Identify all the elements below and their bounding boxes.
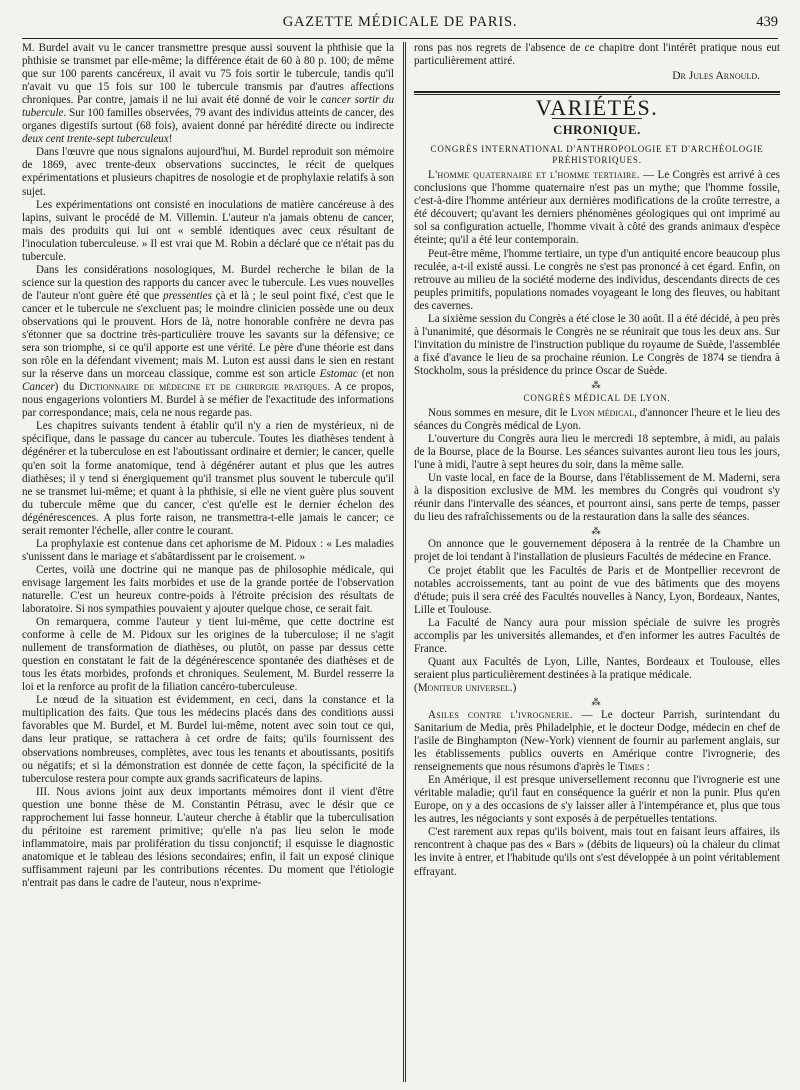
- paragraph: Certes, voilà une doctrine qui ne manque pas de philosophie médicale, qui envisage largement les faits morbides et use de la grande portée de l'observation naturelle. C'est un heureux contre-poids à l'étroite précision des résultats de laboratoire. Si nos sympathies pouvaient y ajouter quelque chose, ce serait fait.: [22, 563, 394, 616]
- page-number: 439: [756, 14, 778, 30]
- chronicle-title: CHRONIQUE.: [553, 123, 641, 138]
- paragraph: III. Nous avions joint aux deux importants mémoires dont il vient d'être question une bonne thèse de M. Constantin Pétrasu, avec le désir que ce rapprochement lui fasse honneur. L'auteur cherche à établir que la tuberculisation du péritoine est rarement primitive; qu'elle n'a pas lieu selon le mode inflammatoire, mais par prolifération du tissu conjonctif; il esquisse le diagnostic anatomique et le tableau des lésions secondaires; enfin, il fait un exposé clinique suffisamment rajeuni par les contributions récentes. Du moment que l'étiologie n'entrait pas dans le cadre de l'auteur, nous n'exprime-: [22, 785, 394, 889]
- paragraph: Nous sommes en mesure, dit le Lyon médical, d'annoncer l'heure et le lieu des séances du Congrès médical de Lyon.: [414, 406, 780, 433]
- paragraph: La prophylaxie est contenue dans cet aphorisme de M. Pidoux : « Les maladies s'unissent dans le mariage et s'abâtardissent par le croisement. »: [22, 537, 394, 563]
- asterism-separator: ⁂: [591, 526, 603, 537]
- paragraph: Le nœud de la situation est évidemment, en ceci, dans la constance et la multiplication des faits. Que tous les médecins placés dans des conditions aussi favorables que M. Burdel, et M. Burdel lui-même, notent avec soin tout ce qui, dans leur pratique, se rattachera à cet ordre de faits; qu'ils fournissent des observations nombreuses, complètes, avec tous les tenants et aboutissants, positifs ou négatifs; et si la démonstration est donnée de cette façon, la spécificité de la tuberculose restera pour compte aux grands sacrificateurs de lapins.: [22, 694, 394, 785]
- paragraph: rons pas nos regrets de l'absence de ce chapitre dont l'intérêt pratique nous eut particulièrement attiré.: [414, 42, 780, 68]
- masthead: [22, 14, 778, 39]
- subtitle-underline: [577, 139, 617, 140]
- paragraph: La sixième session du Congrès a été close le 30 août. Il a été décidé, à peu près à l'unanimité, que désormais le Congrès ne se réunirait que tous les deux ans. Sur l'invitation du ministre de l'instruction publique du royaume de Suède, l'assemblée a fixé d'avance le lieu de sa prochaine réunion. Le Congrès de 1874 se tiendra à Stockholm, sous la présidence du prince Oscar de Suède.: [414, 312, 780, 377]
- item-heading: CONGRÈS INTERNATIONAL D'ANTHROPOLOGIE ET D'ARCHÉOLOGIE PRÉHISTORIQUES.: [430, 144, 764, 166]
- item-heading: CONGRÈS MÉDICAL DE LYON.: [523, 392, 671, 403]
- author-signature: Dr Jules Arnould.: [672, 70, 760, 83]
- journal-title: GAZETTE MÉDICALE DE PARIS.: [282, 14, 518, 30]
- source-citation: (Moniteur universel.): [414, 681, 517, 694]
- paragraph: Les expérimentations ont consisté en inoculations de matière cancéreuse à des lapins, suivant le procédé de M. Villemin. L'auteur n'a jamais obtenu de cancer, mais des produits qui lui ont « semblé identiques avec ceux résultant de l'inoculation tuberculeuse. » Il est vrai que M. Robin a déclaré que ce n'était pas du tubercule.: [22, 198, 394, 263]
- paragraph: Les chapitres suivants tendent à établir qu'il n'y a rien de mystérieux, ni de spécifique, dans le passage du cancer au tubercule. Toutes les diathèses tendent à dégénérer et la tuberculose en est l'aboutissant ordinaire et dernier; le cancer, quelle qu'en soit la forme anatomique, tend à dégénérer autant et plus que les autres diathèses; il y tend si énergiquement qu'il transmet plus souvent le tubercule qu'il ne se transmet lui-même; et quant à la phthisie, si elle ne vient guère plus souvent du tubercule même que du cancer, c'est qu'elle est le dernier échelon des dégénérescences. A plus forte raison, ne transmettra-t-elle jamais le cancer; ce serait remonter l'échelle, aller contre le courant.: [22, 420, 394, 537]
- paragraph: On remarquera, comme l'auteur y tient lui-même, que cette doctrine est conforme à celle de M. Pidoux sur les origines de la tuberculose; il ne s'agit nullement de transformation de diathèses, ou plutôt, on passe par dessus cette question en constatant le fait de la dégénérescence spontanée des diathèses et de tous les états morbides, profonds et chroniques. Seulement, M. Burdel resserre la loi et la renforce au profit de la filiation cancéro-tuberculeuse.: [22, 616, 394, 694]
- paragraph: Dans l'œuvre que nous signalons aujourd'hui, M. Burdel reproduit son mémoire de 1869, avec trente-deux observations succinctes, le récit de quelques expérimentations et plusieurs chapitres de nosologie et de prophylaxie relatifs à son sujet.: [22, 146, 394, 198]
- asterism-separator: ⁂: [591, 379, 603, 390]
- column-divider: [403, 42, 406, 1082]
- left-column: [22, 42, 394, 890]
- paragraph: C'est rarement aux repas qu'ils boivent, mais tout en faisant leurs affaires, ils rencontrent à chaque pas des « Bars » (débits de liqueurs) où la chaleur du climat les invite à entrer, et l'habitude qu'ils ont s'est développée à un point véritablement effrayant.: [414, 826, 780, 878]
- paragraph: Quant aux Facultés de Lyon, Lille, Nantes, Bordeaux et Toulouse, elles seraient plus particulièrement destinées à la pratique médicale.: [414, 655, 780, 681]
- asterism-separator: ⁂: [591, 696, 603, 707]
- paragraph: L'homme quaternaire et l'homme tertiaire. — Le Congrès est arrivé à ces conclusions que l'homme quaternaire n'est pas un mythe; que l'homme fossile, c'est-à-dire l'homme antérieur aux dernières modifications de la croûte terrestre, a été découvert; qu'avant les derniers phénomènes géologiques qui ont imprimé au sol sa configuration actuelle, l'homme vivait à côté des grands animaux d'espèce éteinte; qu'il a été leur contemporain.: [414, 169, 780, 247]
- paragraph: Dans les considérations nosologiques, M. Burdel recherche le bilan de la science sur la question des rapports du cancer avec le tubercule. Les vues nouvelles de l'auteur n'ont guère été que pressenties çà et là ; le seul point fixé, c'est que le cancer et le tubercule ne s'excluent pas; le moindre clinicien possède une ou deux observations qui le prouvent. Hors de là, notre honorable confrère ne devra pas s'étonner que sa doctrine très-particulière trouve les savants sur la défensive; ce sera son triomphe, si ce qu'il apporte est une vérité. Le père d'une théorie est dans son rôle en la défendant vivement; mais M. Luton est aussi dans le sien en restant sur la réserve dans un morceau classique, comme est son article Estomac (et non Cancer) du Dictionnaire de médecine et de chirurgie pratiques. A ce propos, nous engagerions volontiers M. Burdel à se méfier de l'exactitude des informations par correspondance; mais, cela ne nous regarde pas.: [22, 263, 395, 420]
- paragraph: On annonce que le gouvernement déposera à la rentrée de la Chambre un projet de loi tendant à l'installation de plusieurs Facultés de médecine en France.: [414, 538, 780, 564]
- paragraph: Asiles contre l'ivrognerie. — Le docteur Parrish, surintendant du Sanitarium de Media, près Philadelphie, et le docteur Dodge, médecin en chef de l'asile de Binghampton (New-York) viennent de fournir au parlement anglais, sur les établissements publics ouverts en Amérique contre l'ivrognerie, des renseignements que nous résumons d'après le Times :: [414, 708, 780, 774]
- paragraph: M. Burdel avait vu le cancer transmettre presque aussi souvent la phthisie que la phthisie se transmet par elle-même; la différence était de 60 à 80 p. 100; de même que sur 100 parents cancéreux, il avait vu 75 fois sortir le tubercule, tandis qu'il n'avait vu que 15 fois sur 100 le tubercule transmis par d'autres affections chroniques. Par contre, jamais il ne lui avait été donné de voir le cancer sortir du tubercule. Sur 100 familles observées, 79 avant des individus atteints de cancer, des organes digestifs surtout (68 fois), avaient donné par hérédité directe ou indirecte deux cent trente-sept tuberculeux!: [22, 42, 394, 146]
- paragraph: Un vaste local, en face de la Bourse, dans l'établissement de M. Maderni, sera à la disposition exclusive de MM. les membres du Congrès qui voudront s'y réunir dans l'intervalle des séances, et pourront ainsi, sans perte de temps, passer du lieu des rafraîchissements ou de la restauration dans la salle des séances.: [414, 472, 780, 524]
- section-title: VARIÉTÉS.: [535, 95, 659, 121]
- paragraph: La Faculté de Nancy aura pour mission spéciale de suivre les progrès accomplis par les universités allemandes, et d'en informer les autres Facultés de France.: [414, 616, 780, 655]
- right-column: [414, 42, 780, 879]
- paragraph: L'ouverture du Congrès aura lieu le mercredi 18 septembre, à midi, au palais de la Bourse, place de la Bourse. Les séances suivantes auront lieu tous les jours, l'une à midi, l'autre à sept heures du soir, dans la même salle.: [414, 433, 780, 472]
- paragraph: En Amérique, il est presque universellement reconnu que l'ivrognerie est une véritable maladie; qu'il faut en conséquence la guérir et non la punir. Plus qu'en Europe, on y a des occasions de s'y laisser aller à l'intempérance et, plus que tous les autres, les négociants y sont exposés à de perpétuelles tentations.: [414, 774, 780, 826]
- paragraph: Peut-être même, l'homme tertiaire, un type d'un antiquité encore beaucoup plus reculée, a-t-il existé aussi. Le congrès ne s'est pas prononcé à cet égard. Enfin, on retrouve au milieu de la société moderne des individus, descendants directs de ces peuples primitifs, populations nomades voyageant le long des fleuves, ou habitant des cavernes.: [414, 247, 780, 312]
- paragraph: Ce projet établit que les Facultés de Paris et de Montpellier recevront de notables accroissements, tant au point de vue des bâtiments que des moyens d'étude; puis il sera créé des Facultés nouvelles à Nancy, Lyon, Bordeaux, Nantes, Lille et Toulouse.: [414, 564, 780, 616]
